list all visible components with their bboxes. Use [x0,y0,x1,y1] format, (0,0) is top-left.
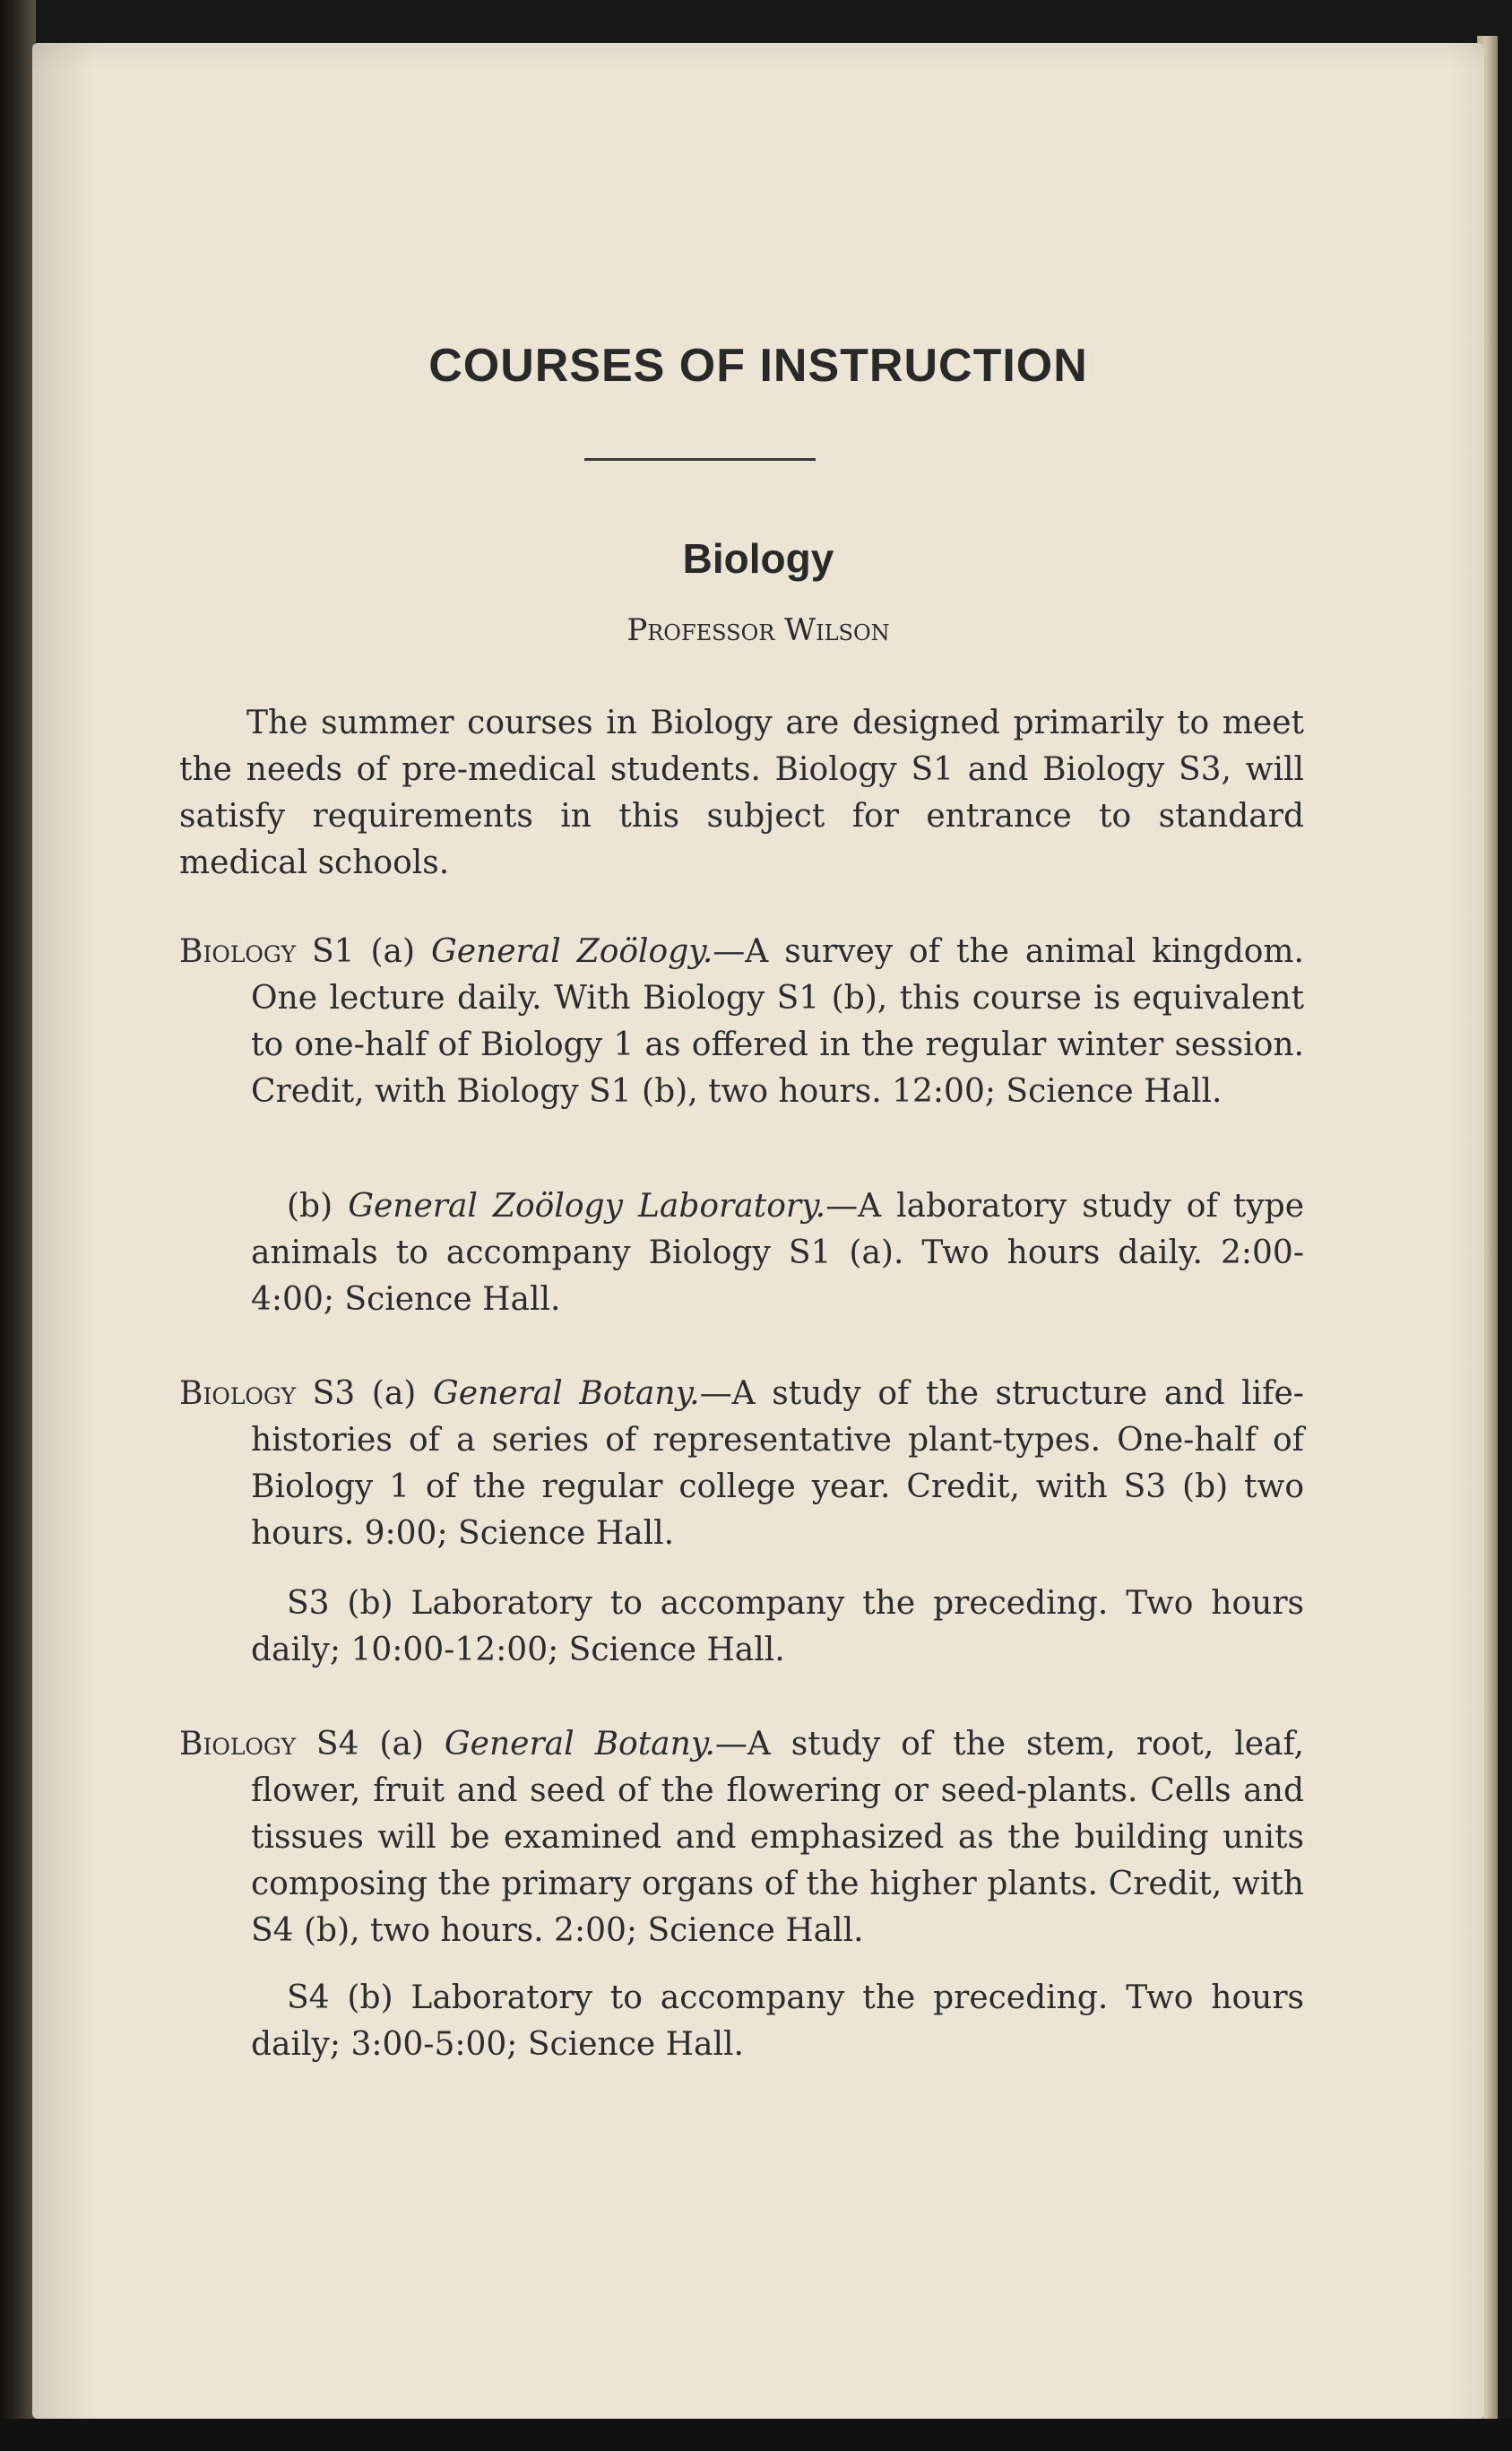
course-description: —A study of the structure and life-histories of a series of representative plant-types. One-half of Biology 1 of the regular college year. Credit, with S3 (b) two hours. 9:00; Science Hall. [251,1375,1304,1552]
course-code: S3 (a) [312,1375,417,1412]
course-description: S4 (b) Laboratory to accompany the preceding. Two hours daily; 3:00-5:00; Science Hall. [251,1979,1304,2063]
course-ref: Biology [179,1375,296,1412]
course-title: General Botany. [432,1375,700,1412]
course-biology-s4a [179,1721,1304,1954]
book-page [32,43,1484,2419]
course-ref: Biology [179,1726,296,1762]
course-description: —A study of the stem, root, leaf, flower, fruit and seed of the flowering or seed-plants. Cells and tissues will be examined and emphasized as the building units composing the primary organs of the higher plants. Credit, with S4 (b), two hours. 2:00; Science Hall. [251,1726,1304,1949]
book-binding-edge [0,0,36,2451]
course-description: S3 (b) Laboratory to accompany the preceding. Two hours daily; 10:00-12:00; Science Hall. [251,1585,1304,1668]
course-ref: Biology [179,933,296,970]
course-code: S4 (a) [315,1726,424,1762]
scan-bottom-border [0,2419,1512,2451]
course-code: S1 (a) [311,933,416,970]
page-content [32,43,1484,2419]
course-biology-s3b [251,1581,1304,1674]
course-description: —A laboratory study of type animals to accompany Biology S1 (a). Two hours daily. 2:00-4:00; Science Hall. [251,1188,1305,1318]
course-code: (b) [287,1188,333,1225]
course-title: General Zoölogy. [430,933,713,970]
title-divider [584,458,816,461]
page-title: COURSES OF INSTRUCTION [428,340,1088,392]
professor-name: Professor Wilson [626,612,890,648]
intro-paragraph: The summer courses in Biology are designed primarily to meet the needs of pre-medical students. Biology S1 and Biology S3, will satisfy requirements in this subject for entrance to standard medical schools. [179,705,1304,881]
course-title: General Zoölogy Laboratory. [348,1188,826,1225]
course-biology-s1b [251,1183,1304,1323]
course-title: General Botany. [444,1726,715,1762]
course-description: —A survey of the animal kingdom. One lecture daily. With Biology S1 (b), this course is equivalent to one-half of Biology 1 as offered in the regular winter session. Credit, with Biology S1 (b), two hours. 12:00; Science Hall. [251,933,1305,1110]
course-biology-s4b [251,1975,1304,2068]
section-heading: Biology [682,535,834,582]
course-biology-s1a [179,929,1304,1115]
course-biology-s3a [179,1371,1304,1557]
